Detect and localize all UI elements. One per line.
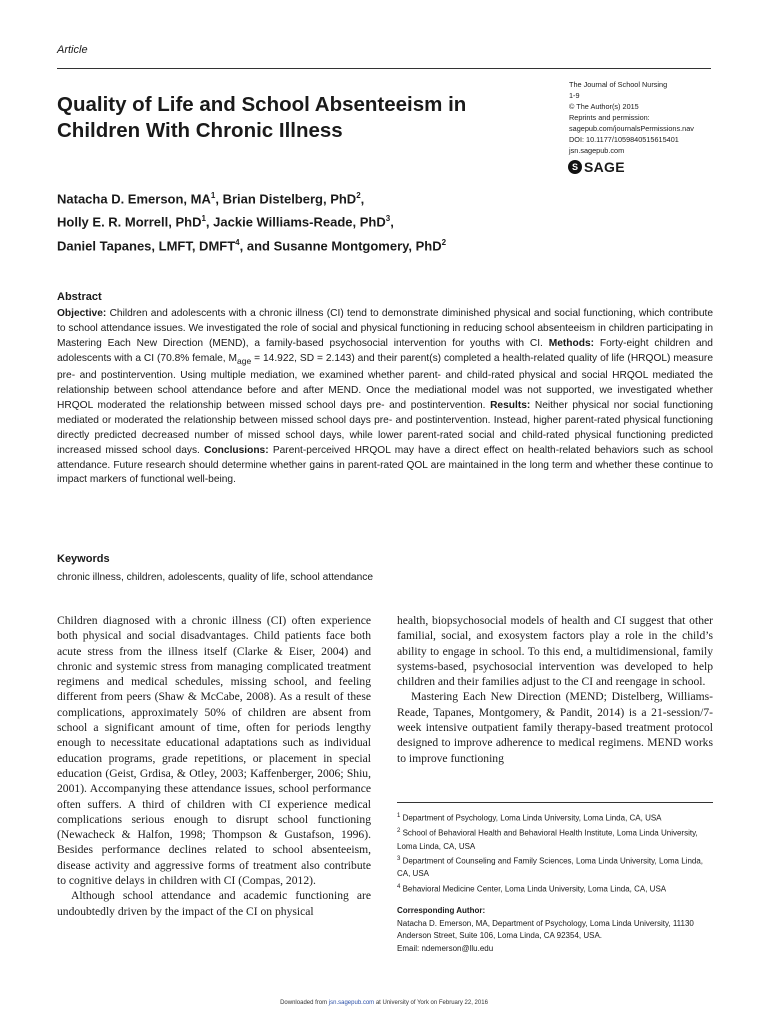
corresponding-text: Natacha D. Emerson, MA, Department of Psychology, Loma Linda University, 11130 Anderson Street, Suite 106, Loma Linda, CA 92354, USA. bbox=[397, 918, 694, 941]
author-name: Brian Distelberg, PhD bbox=[222, 191, 357, 207]
footnote-item bbox=[397, 810, 713, 825]
download-footer bbox=[0, 1000, 768, 1006]
affiliation-footnotes bbox=[397, 810, 713, 896]
objective-text: Children and adolescents with a chronic illness (CI) tend to demonstrate diminished physical and social functioning, which contribute to school attendance issues. We investigated the role of social and physical functioning in reducing school absenteeism in children participating in Mastering Each New Direction (MEND), a family-based psychosocial intervention for youths with CI. bbox=[57, 307, 713, 349]
body-paragraph: Although school attendance and academic functioning are undoubtedly driven by the impact of the CI on physical bbox=[57, 889, 371, 918]
methods-text: Forty-eight children and adolescents with a CI (70.8% female, M bbox=[57, 337, 713, 364]
author-separator: , bbox=[390, 214, 394, 230]
footnote-number: 1 bbox=[397, 813, 401, 819]
header-rule bbox=[57, 68, 711, 69]
author-affiliation: 2 bbox=[441, 237, 447, 247]
download-suffix: at University of York on February 22, 2016 bbox=[374, 1000, 488, 1006]
author-name: Susanne Montgomery, PhD bbox=[273, 237, 442, 253]
corresponding-heading: Corresponding Author: bbox=[397, 906, 486, 915]
journal-site-link[interactable]: jsn.sagepub.com bbox=[569, 146, 625, 155]
abstract-text bbox=[57, 307, 713, 488]
keywords-text: chronic illness, children, adolescents, quality of life, school attendance bbox=[57, 572, 373, 583]
footnote-text: School of Behavioral Health and Behavioral Health Institute, Loma Linda University, Loma Linda, CA, USA bbox=[397, 828, 698, 851]
body-paragraph: Children diagnosed with a chronic illness (CI) often experience both physical and social disadvantages. Child patients face both acute stress from the illness itself (Clarke & Eiser, 2004) and chronic and systemic stress from managing complicated treatment regimens and medical schedules, missing school, and feeling different from peers (Shaw & McCabe, 2008). As a result of these complications, approximately 50% of children are absent from school a significant amount of time, often for periods lengthy enough to necessitate educational adaptations such as individual education programs, grade repetitions, or placement in special education (Geist, Grdisa, & Otley, 2003; Kaffenberger, 2006; Shiu, 2001). Accompanying these attendance issues, school performance often suffers. A third of children with CI experience medical complications serious enough to disrupt school functioning (Newacheck & Halfon, 1998; Thompson & Gustafson, 1996). Besides performance declines related to school absenteeism, disease activity and aggressive forms of treatment also contribute to cognitive delays in children with CI (Compas, 2012). bbox=[57, 614, 371, 888]
author-affiliation: 4 bbox=[235, 237, 240, 247]
footnote-item bbox=[397, 881, 713, 896]
corresponding-author bbox=[397, 905, 713, 955]
download-link[interactable]: jsn.sagepub.com bbox=[328, 1000, 375, 1006]
author-affiliation: 2 bbox=[356, 191, 361, 200]
sage-logo bbox=[568, 157, 625, 177]
article-type-label: Article bbox=[57, 44, 88, 56]
footnote-text: Department of Psychology, Loma Linda University, Loma Linda, CA, USA bbox=[402, 813, 662, 823]
body-left-column bbox=[57, 613, 371, 919]
body-paragraph: Mastering Each New Direction (MEND; Distelberg, Williams-Reade, Tapanes, Montgomery, & Pandit, 2014) is a 21-session/7-week intensive outpatient family therapy-based treatment protocol designed to improve adherence to medical regimens. MEND works to improve functioning bbox=[397, 690, 713, 765]
body-paragraph: health, biopsychosocial models of health and CI suggest that other familial, social, and exosystem factors play a role in the child’s ability to engage in school. To this end, a multidimensional, family systems-based, psychosocial intervention was developed to help children and their families adjust to the CI and reengage in school. bbox=[397, 614, 713, 689]
footnote-rule bbox=[397, 802, 713, 803]
author-name: Natacha D. Emerson, MA bbox=[57, 191, 211, 207]
author-separator: , bbox=[215, 191, 223, 207]
conclusions-label: Conclusions: bbox=[204, 444, 269, 456]
footnote-number: 4 bbox=[397, 883, 401, 890]
footnote-number: 2 bbox=[397, 828, 401, 835]
footnote-item bbox=[397, 825, 713, 853]
body-right-column bbox=[397, 613, 713, 766]
journal-reprints: Reprints and permission: bbox=[569, 113, 650, 122]
author-affiliation: 1 bbox=[210, 191, 216, 200]
journal-name: The Journal of School Nursing bbox=[569, 80, 668, 89]
article-title: Quality of Life and School Absenteeism in Children With Chronic Illness bbox=[57, 93, 467, 142]
keywords-heading: Keywords bbox=[57, 553, 110, 565]
author-affiliation: 1 bbox=[201, 214, 206, 224]
author-name: Jackie Williams-Reade, PhD bbox=[213, 214, 386, 230]
methods-label: Methods: bbox=[548, 337, 595, 349]
author-separator: , and bbox=[239, 237, 274, 253]
journal-copyright: © The Author(s) 2015 bbox=[569, 102, 639, 111]
abstract-section bbox=[57, 290, 713, 488]
journal-doi[interactable]: DOI: 10.1177/1059840515615401 bbox=[569, 135, 679, 144]
corresponding-email[interactable]: Email: ndemerson@llu.edu bbox=[397, 943, 494, 953]
footnote-item bbox=[397, 853, 713, 881]
keywords-section bbox=[57, 553, 713, 583]
author-list bbox=[57, 186, 697, 256]
author-affiliation: 3 bbox=[385, 214, 391, 224]
author-name: Holly E. R. Morrell, PhD bbox=[57, 214, 202, 230]
results-label: Results: bbox=[490, 399, 531, 411]
journal-permissions-link[interactable]: sagepub.com/journalsPermissions.nav bbox=[569, 124, 694, 133]
methods-text-cont: = 14.922, SD = 2.143) and their parent(s) completed a health-related quality of life (HRQOL) measure pre- and postintervention. Using multiple mediation, we examined whether parent- and child-rated physical and social HRQOL mediated the relationship between school attendance before and after MEND. Once the mediational model was not supported, we investigated whether HRQOL moderated the relationship between missed school days pre- and postintervention. bbox=[57, 352, 713, 411]
footnote-text: Behavioral Medicine Center, Loma Linda University, Loma Linda, CA, USA bbox=[402, 884, 667, 894]
sage-logo-text: SAGE bbox=[584, 159, 625, 175]
journal-info bbox=[569, 79, 719, 156]
author-name: Daniel Tapanes, LMFT, DMFT bbox=[57, 237, 236, 253]
sage-logo-icon: S bbox=[568, 160, 582, 174]
download-prefix: Downloaded from bbox=[280, 1000, 329, 1006]
methods-subscript: age bbox=[237, 355, 252, 366]
objective-label: Objective: bbox=[57, 307, 107, 319]
conclusions-text: Parent-perceived HRQOL may have a direct effect on health-related behaviors such as school attendance. Future research should determine whether gains in parent-rated QOL are maintained in the long term and whether these continue to impact markers of functional well-being. bbox=[57, 444, 713, 486]
footnote-text: Department of Counseling and Family Sciences, Loma Linda University, Loma Linda, CA, USA bbox=[397, 856, 704, 879]
abstract-heading: Abstract bbox=[57, 291, 102, 303]
results-text: Neither physical nor social functioning mediated or moderated the relationship between missed school days pre- and postintervention. Instead, higher parent-rated physical functioning directly predicted decreased number of missed school days, while lower parent-rated social and child-rated physical functioning predicted increased missed school days. bbox=[57, 399, 713, 456]
journal-pages: 1-9 bbox=[569, 91, 580, 100]
footnote-number: 3 bbox=[397, 856, 401, 863]
author-separator: , bbox=[205, 214, 214, 230]
author-separator: , bbox=[360, 191, 365, 207]
